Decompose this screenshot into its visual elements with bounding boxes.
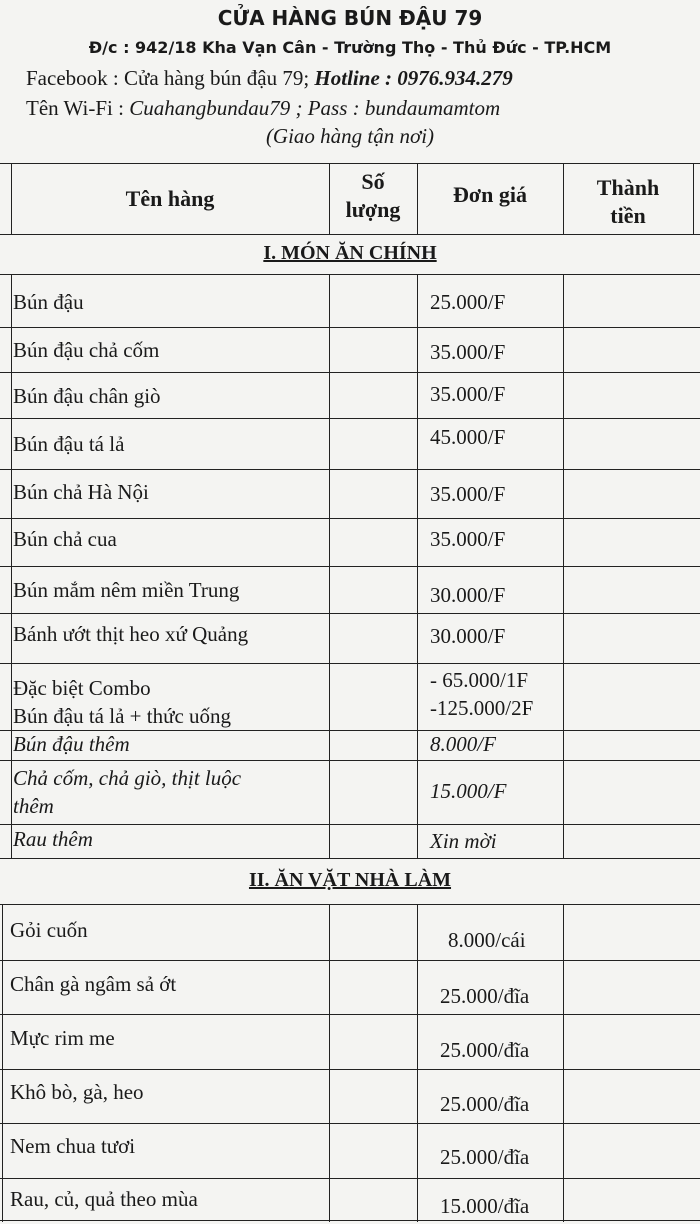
item-price: 35.000/F: [430, 340, 506, 364]
item-name: Bún đậu chả cốm: [13, 338, 160, 362]
header-name: Tên hàng: [125, 186, 215, 211]
item-price: 25.000/đĩa: [440, 1038, 530, 1062]
item-price: 35.000/F: [430, 527, 506, 551]
item-name-combo: Đặc biệt Combo Bún đậu tá lả + thức uống: [13, 676, 232, 728]
delivery-note: (Giao hàng tận nơi): [265, 124, 435, 148]
item-name: Rau, củ, quả theo mùa: [10, 1187, 198, 1211]
item-price: 8.000/F: [430, 732, 496, 756]
item-name: Bún đậu tá lả: [13, 432, 125, 456]
header-total: Thành tiền: [596, 175, 660, 228]
item-name: Bún đậu: [13, 290, 84, 314]
item-name: Bún đậu chân giò: [13, 384, 161, 408]
item-price-combo: - 65.000/1F -125.000/2F: [430, 668, 534, 720]
item-name: Gỏi cuốn: [10, 918, 88, 942]
item-price: 15.000/đĩa: [440, 1194, 530, 1218]
item-name: Rau thêm: [13, 827, 93, 851]
item-price: 35.000/F: [430, 382, 506, 406]
wifi-line: [26, 96, 500, 121]
item-price: 15.000/F: [430, 779, 507, 803]
item-name: Bánh ướt thịt heo xứ Quảng: [13, 622, 249, 646]
item-price: 35.000/F: [430, 482, 506, 506]
item-price: Xin mời: [430, 829, 497, 853]
item-price: 30.000/F: [430, 583, 506, 607]
header-unit-price: Đơn giá: [453, 182, 527, 207]
item-price: 30.000/F: [430, 624, 506, 648]
item-name: Bún chả cua: [13, 527, 117, 551]
item-name: Khô bò, gà, heo: [10, 1080, 144, 1104]
item-price: 25.000/đĩa: [440, 984, 530, 1008]
item-price: 8.000/cái: [448, 928, 526, 952]
shop-name: CỬA HÀNG BÚN ĐẬU 79: [217, 6, 483, 30]
item-price: 25.000/đĩa: [440, 1092, 530, 1116]
item-name: Nem chua tươi: [10, 1134, 136, 1158]
section-homemade-snacks: II. ĂN VẶT NHÀ LÀM: [248, 869, 452, 891]
wifi-label: Tên Wi-Fi :: [26, 96, 130, 120]
item-price: 25.000/đĩa: [440, 1145, 530, 1169]
item-name: Bún đậu thêm: [13, 732, 130, 756]
header-quantity: Số lượng: [345, 169, 401, 222]
section-main-dishes: I. MÓN ĂN CHÍNH: [263, 242, 437, 264]
item-name: Mực rim me: [10, 1026, 115, 1050]
item-name: Chân gà ngâm sả ớt: [10, 972, 177, 996]
hotline: Hotline : 0976.934.279: [314, 66, 513, 90]
item-name: Bún mắm nêm miền Trung: [13, 578, 240, 602]
facebook-label: Facebook : Cửa hàng bún đậu 79;: [26, 66, 315, 90]
wifi-credentials: Cuahangbundau79 ; Pass : bundaumamtom: [129, 96, 501, 120]
contact-line: [26, 66, 513, 91]
item-price: 45.000/F: [430, 425, 506, 449]
shop-address: Đ/c : 942/18 Kha Vạn Cân - Trường Thọ - Thủ Đức - TP.HCM: [88, 38, 612, 57]
item-name: Bún chả Hà Nội: [13, 480, 149, 504]
item-price: 25.000/F: [430, 290, 506, 314]
item-name-extra: Chả cốm, chả giò, thịt luộc thêm: [13, 766, 242, 818]
